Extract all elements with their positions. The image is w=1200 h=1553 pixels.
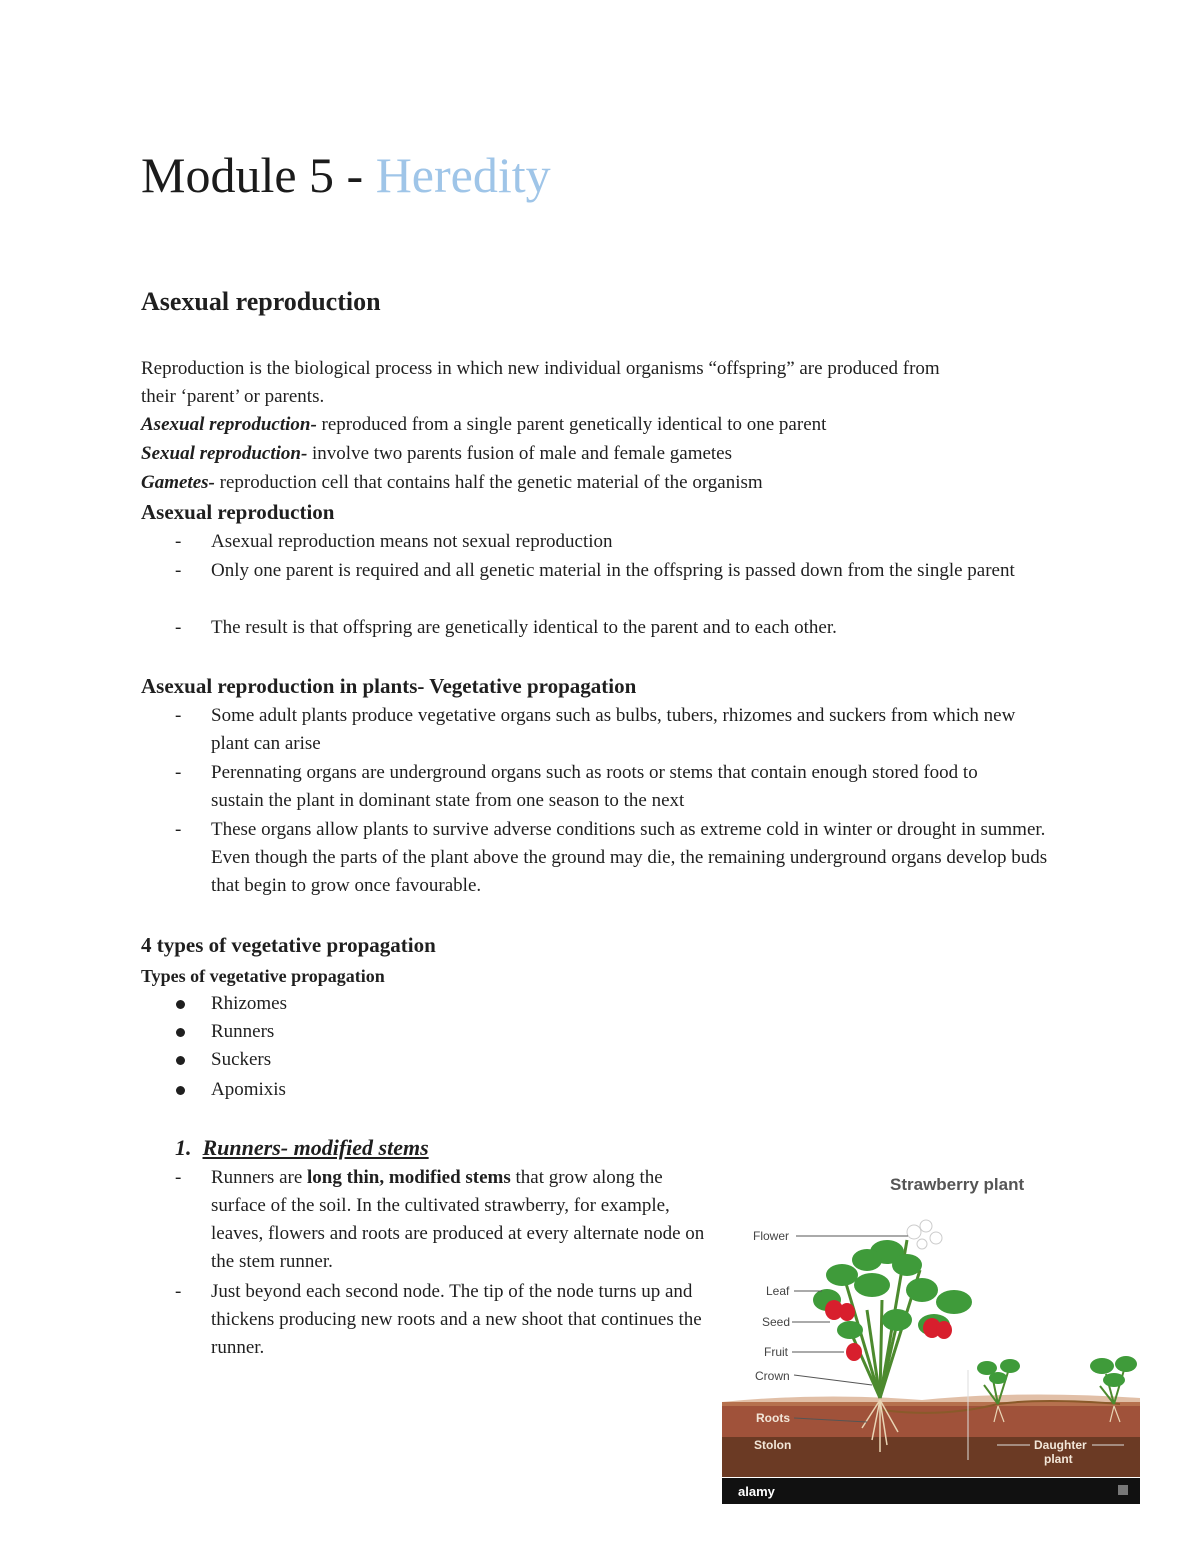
plants-bullet-1: Some adult plants produce vegetative organs such as bulbs, tubers, rhizomes and suckers from which new plant can arise: [211, 705, 1016, 754]
label-daughter: Daughter: [1034, 1438, 1087, 1452]
watermark-logo: alamy: [738, 1484, 775, 1499]
asexual-bullet-2: Only one parent is required and all genetic material in the offspring is passed down from the single parent: [211, 560, 1015, 581]
figure-labels: [753, 1229, 790, 1383]
asexual-heading: Asexual reproduction: [141, 500, 335, 524]
runners-bullet-1-pre: Runners are: [211, 1167, 308, 1188]
definition-gametes: [141, 469, 763, 497]
label-stolon: Stolon: [754, 1438, 792, 1452]
plants-bullet-3: These organs allow plants to survive adverse conditions such as extreme cold in winter or drought in summer. Even though the parts of the plant above the ground may die, the remaining underground organs develop buds that begin to grow once favourable.: [211, 819, 1048, 896]
types-heading: 4 types of vegetative propagation: [141, 933, 436, 957]
dash-marker: -: [175, 762, 182, 783]
definition-term: Gametes-: [141, 472, 215, 493]
label-plant: plant: [1044, 1452, 1073, 1466]
definition-sexual: [141, 440, 732, 468]
figure-title: Strawberry plant: [890, 1175, 1025, 1194]
definition-text: reproduced from a single parent genetically identical to one parent: [316, 414, 827, 435]
dash-marker: -: [175, 531, 182, 552]
strawberry-illustration: [722, 1160, 1140, 1504]
plants-heading: Asexual reproduction in plants- Vegetative propagation: [141, 674, 637, 698]
bullet-dot: [176, 1086, 185, 1095]
type-item: Rhizomes: [211, 993, 287, 1014]
definition-text: reproduction cell that contains half the genetic material of the organism: [214, 472, 763, 493]
label-flower: Flower: [753, 1229, 790, 1243]
definition-term: Asexual reproduction-: [141, 414, 317, 435]
dash-marker: -: [175, 705, 182, 726]
asexual-bullet-1: Asexual reproduction means not sexual reproduction: [211, 531, 613, 552]
runners-heading: [175, 1132, 429, 1164]
types-subheading: Types of vegetative propagation: [141, 966, 385, 986]
bullet-dot: [176, 1000, 185, 1009]
dash-marker: -: [175, 560, 182, 581]
runners-number: 1.: [175, 1135, 192, 1160]
label-seed: Seed: [762, 1315, 791, 1329]
runners-title: Runners- modified stems: [202, 1135, 429, 1160]
definition-term: Sexual reproduction-: [141, 443, 308, 464]
ground-surface: [722, 1394, 1140, 1406]
label-leaf: Leaf: [766, 1284, 790, 1298]
dash-marker: -: [175, 1281, 182, 1302]
plants-bullet-2: Perennating organs are underground organs such as roots or stems that contain enough stored food to sustain the plant in dominant state from one season to the next: [211, 762, 978, 811]
asexual-bullet-3: The result is that offspring are genetically identical to the parent and to each other.: [211, 617, 837, 638]
dash-marker: -: [175, 1167, 182, 1188]
runners-bullet-1-bold: long thin, modified stems: [307, 1167, 511, 1188]
bullet-dot: [176, 1028, 185, 1037]
intro-line-2: their ‘parent’ or parents.: [141, 386, 325, 407]
runners-bullet-2: Just beyond each second node. The tip of the node turns up and thickens producing new roots and a new shoot that continues the runner.: [211, 1281, 702, 1358]
dash-marker: -: [175, 819, 182, 840]
type-item: Suckers: [211, 1049, 272, 1070]
type-item: Apomixis: [211, 1079, 286, 1100]
flower-cluster: [907, 1220, 942, 1249]
page-title: [141, 144, 551, 206]
runners-bullet-1: [211, 1164, 706, 1276]
title-accent: Heredity: [375, 147, 551, 203]
runners-bullet-1-post: that grow along the surface of the soil. In the cultivated strawberry, for example, leaves, flowers and roots are produced at every alternate node on the stem runner.: [211, 1167, 705, 1272]
watermark-bar: [722, 1478, 1140, 1504]
watermark-mark: [1118, 1485, 1128, 1495]
label-crown: Crown: [755, 1369, 790, 1383]
intro-line-1: Reproduction is the biological process in which new individual organisms “offspring” are produced from: [141, 358, 940, 379]
type-item: Runners: [211, 1021, 275, 1042]
strawberry-plant-figure: [722, 1160, 1140, 1504]
bullet-dot: [176, 1056, 185, 1065]
definition-asexual: [141, 411, 826, 439]
title-main: Module 5 -: [141, 147, 376, 203]
section-heading: Asexual reproduction: [141, 287, 381, 316]
label-roots: Roots: [756, 1411, 790, 1425]
dash-marker: -: [175, 617, 182, 638]
label-fruit: Fruit: [764, 1345, 788, 1359]
definition-text: involve two parents fusion of male and female gametes: [307, 443, 733, 464]
